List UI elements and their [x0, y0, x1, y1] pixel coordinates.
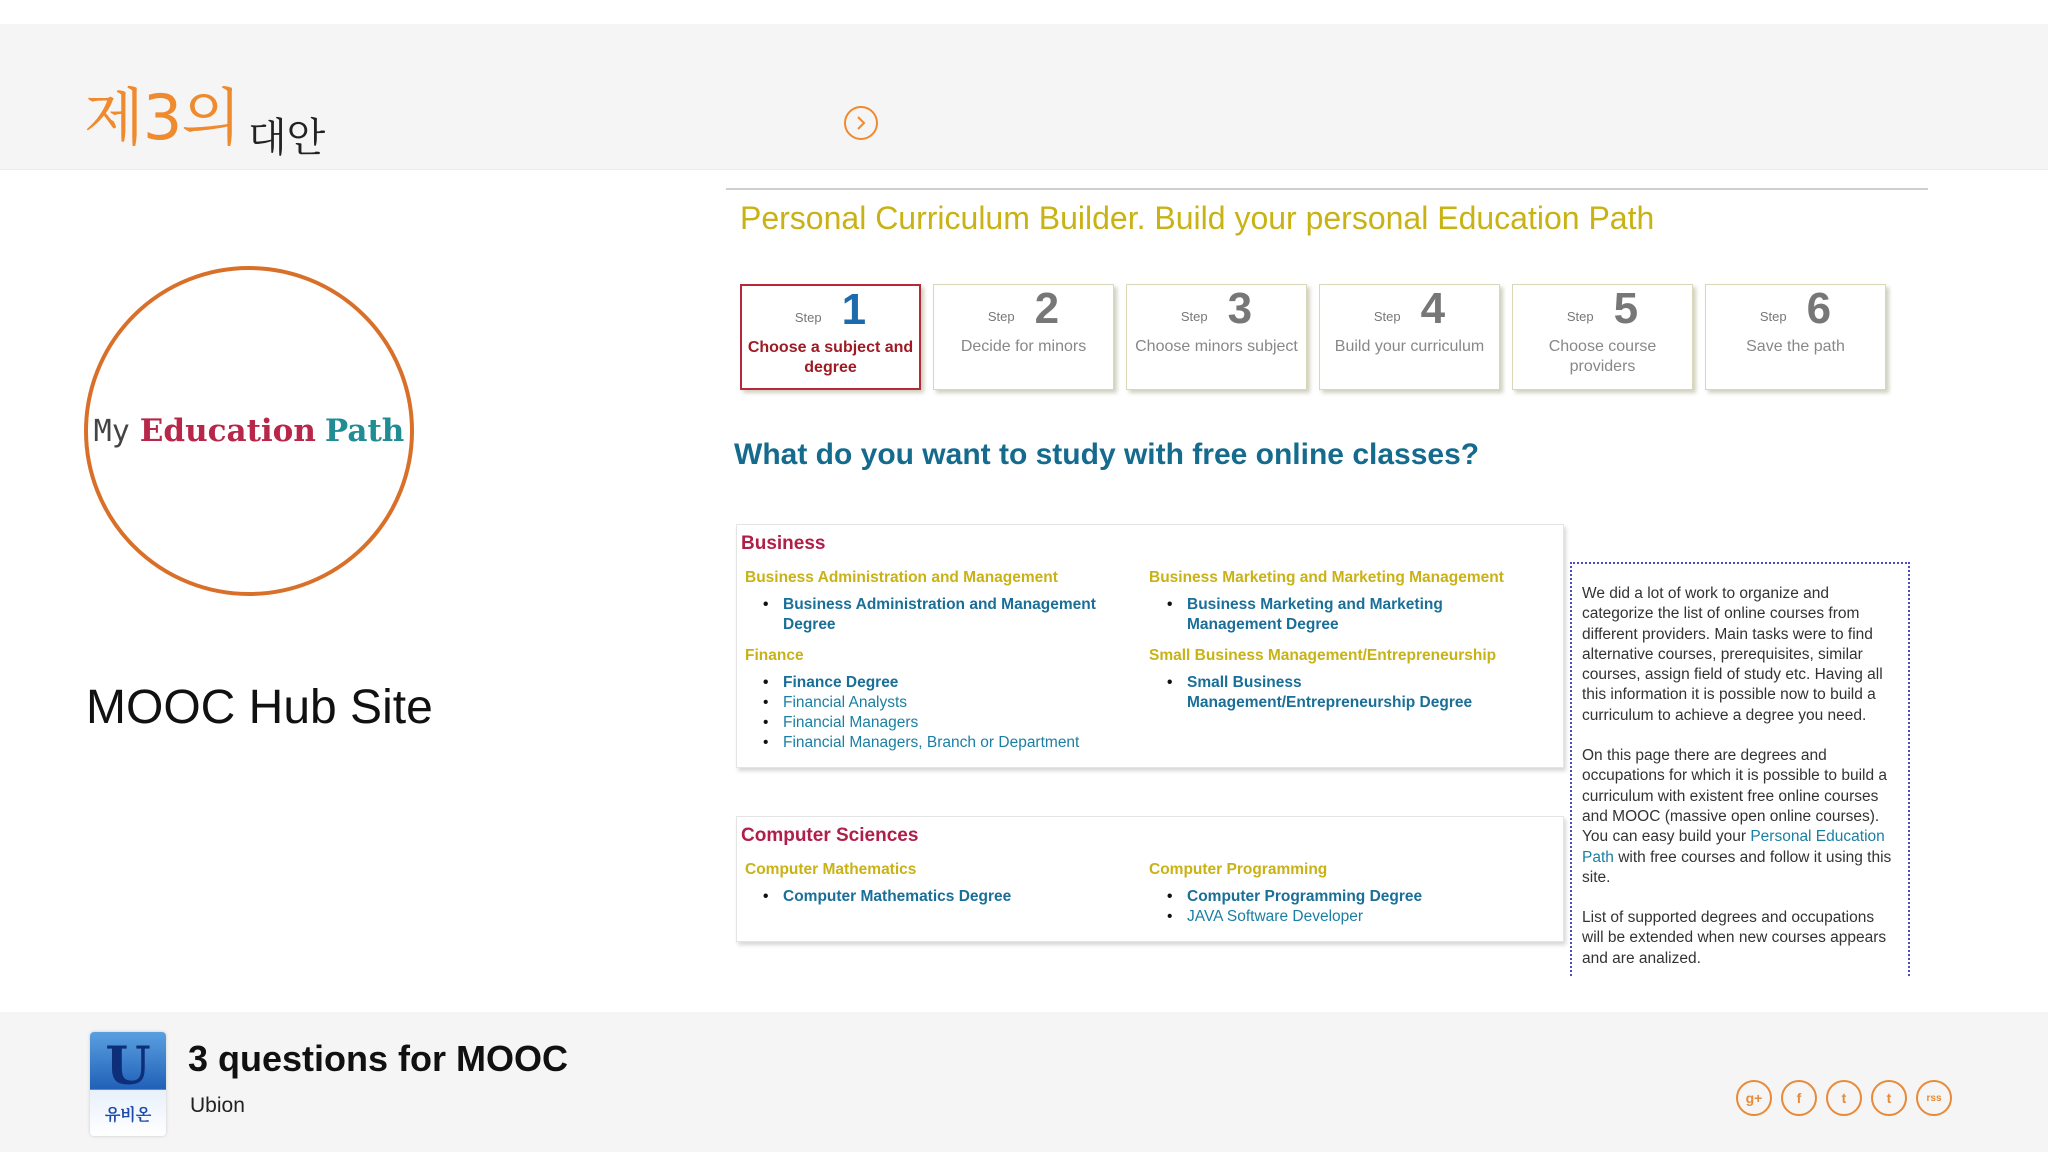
- degree-link[interactable]: • Business Administration and Management Degree: [761, 595, 1145, 635]
- personal-education-path-link[interactable]: Personal Education Path: [1582, 828, 1885, 866]
- rss-glyph: rss: [1926, 1092, 1942, 1104]
- info-paragraph: [1582, 746, 1898, 888]
- cs-left-column: [745, 861, 1145, 919]
- step-word: Step: [1373, 309, 1401, 324]
- step-label: Build your curriculum: [1334, 338, 1485, 355]
- google-plus-glyph: g+: [1745, 1090, 1763, 1106]
- cs-right-column: [1149, 861, 1549, 939]
- author-name: Ubion: [190, 1094, 245, 1117]
- twitter-icon[interactable]: [1826, 1080, 1862, 1116]
- step-label: Choose course providers: [1548, 338, 1657, 375]
- chevron-right-icon: [853, 115, 869, 131]
- category-title: Computer Sciences: [741, 825, 919, 846]
- step-number: 4: [1420, 284, 1446, 333]
- logo-path: Path: [324, 413, 405, 449]
- step-label: Decide for minors: [960, 338, 1087, 355]
- occupation-link[interactable]: • Financial Managers: [761, 713, 1145, 733]
- subcategory-title: Business Administration and Management: [745, 569, 1058, 586]
- social-links: [1736, 1080, 1952, 1116]
- step-4[interactable]: [1319, 284, 1500, 390]
- logo-korean: 유비온: [104, 1105, 152, 1124]
- next-slide-button[interactable]: [844, 106, 878, 140]
- page-subtitle: 대안: [248, 115, 326, 161]
- step-label: Choose a subject and degree: [747, 339, 914, 376]
- step-number: 3: [1227, 284, 1253, 333]
- step-number: 2: [1034, 284, 1060, 333]
- step-word: Step: [987, 309, 1015, 324]
- subcategory-title: Finance: [745, 647, 804, 664]
- info-text: On this page there are degrees and occupations for which it is possible to build a curriculum with existent free online courses and MOOC (massive open online courses). You can easy build your: [1582, 747, 1887, 846]
- business-right-column: [1149, 569, 1549, 725]
- site-name: MOOC Hub Site: [86, 681, 433, 734]
- subcategory-title: Computer Mathematics: [745, 861, 917, 878]
- occupation-link[interactable]: • Financial Analysts: [761, 693, 1145, 713]
- ubion-logo: [90, 1032, 166, 1136]
- degree-link[interactable]: • Computer Programming Degree: [1165, 887, 1549, 907]
- facebook-glyph: f: [1796, 1090, 1802, 1106]
- step-1[interactable]: [740, 284, 921, 390]
- degree-link[interactable]: • Finance Degree: [761, 673, 1145, 693]
- divider: [726, 188, 1928, 190]
- step-number: 1: [841, 285, 867, 334]
- step-word: Step: [794, 310, 822, 325]
- step-word: Step: [1759, 309, 1787, 324]
- top-strip: [0, 0, 2048, 24]
- logo-letter: U: [105, 1036, 151, 1097]
- tumblr-icon[interactable]: [1871, 1080, 1907, 1116]
- step-number: 5: [1613, 284, 1639, 333]
- degree-link[interactable]: • Computer Mathematics Degree: [761, 887, 1145, 907]
- info-text: with free courses and follow it using this site.: [1582, 848, 1892, 886]
- subcategory-title: Small Business Management/Entrepreneurship: [1149, 647, 1497, 664]
- business-left-column: [745, 569, 1145, 765]
- step-2[interactable]: [933, 284, 1114, 390]
- business-panel: [736, 524, 1564, 768]
- step-6[interactable]: [1705, 284, 1886, 390]
- builder-title: Personal Curriculum Builder. Build your personal Education Path: [740, 200, 1655, 236]
- subcategory-title: Computer Programming: [1149, 861, 1328, 878]
- presentation-title: 3 questions for MOOC: [188, 1038, 569, 1079]
- page-title: 제3의: [84, 81, 241, 154]
- step-number: 6: [1806, 284, 1832, 333]
- info-paragraph: List of supported degrees and occupations will be extended when new courses appears and are analized.: [1582, 909, 1887, 967]
- step-label: Save the path: [1746, 338, 1845, 355]
- rss-icon[interactable]: [1916, 1080, 1952, 1116]
- logo-education: Education: [139, 413, 316, 449]
- step-5[interactable]: [1512, 284, 1693, 390]
- step-tabs: [740, 284, 1886, 390]
- computer-sciences-panel: [736, 816, 1564, 942]
- google-plus-icon[interactable]: [1736, 1080, 1772, 1116]
- twitter-glyph: t: [1841, 1090, 1847, 1106]
- header-bar: [0, 24, 2048, 170]
- step-label: Choose minors subject: [1135, 338, 1298, 355]
- logo-my: My: [93, 414, 130, 449]
- degree-link[interactable]: • Small Business Management/Entrepreneurship Degree: [1165, 673, 1495, 713]
- occupation-link[interactable]: • Financial Managers, Branch or Department: [761, 733, 1145, 753]
- step-word: Step: [1180, 309, 1208, 324]
- info-paragraph: We did a lot of work to organize and categorize the list of online courses from different providers. Main tasks were to find alternative courses, prerequisites, similar courses, assign field of study etc. Having all this information it is possible now to build a curriculum to achieve a degree you need.: [1582, 585, 1883, 724]
- my-education-path-logo: [84, 266, 414, 596]
- subcategory-title: Business Marketing and Marketing Management: [1149, 569, 1504, 586]
- info-description-box: [1570, 562, 1910, 976]
- occupation-link[interactable]: • JAVA Software Developer: [1165, 907, 1549, 927]
- step-3[interactable]: [1126, 284, 1307, 390]
- tumblr-glyph: t: [1886, 1090, 1892, 1106]
- curriculum-builder-screenshot: [726, 186, 1928, 976]
- category-title: Business: [741, 533, 826, 554]
- degree-link[interactable]: • Business Marketing and Marketing Management Degree: [1165, 595, 1495, 635]
- study-question-heading: What do you want to study with free online classes?: [734, 438, 1480, 471]
- footer-bar: [0, 1012, 2048, 1152]
- facebook-icon[interactable]: [1781, 1080, 1817, 1116]
- step-word: Step: [1566, 309, 1594, 324]
